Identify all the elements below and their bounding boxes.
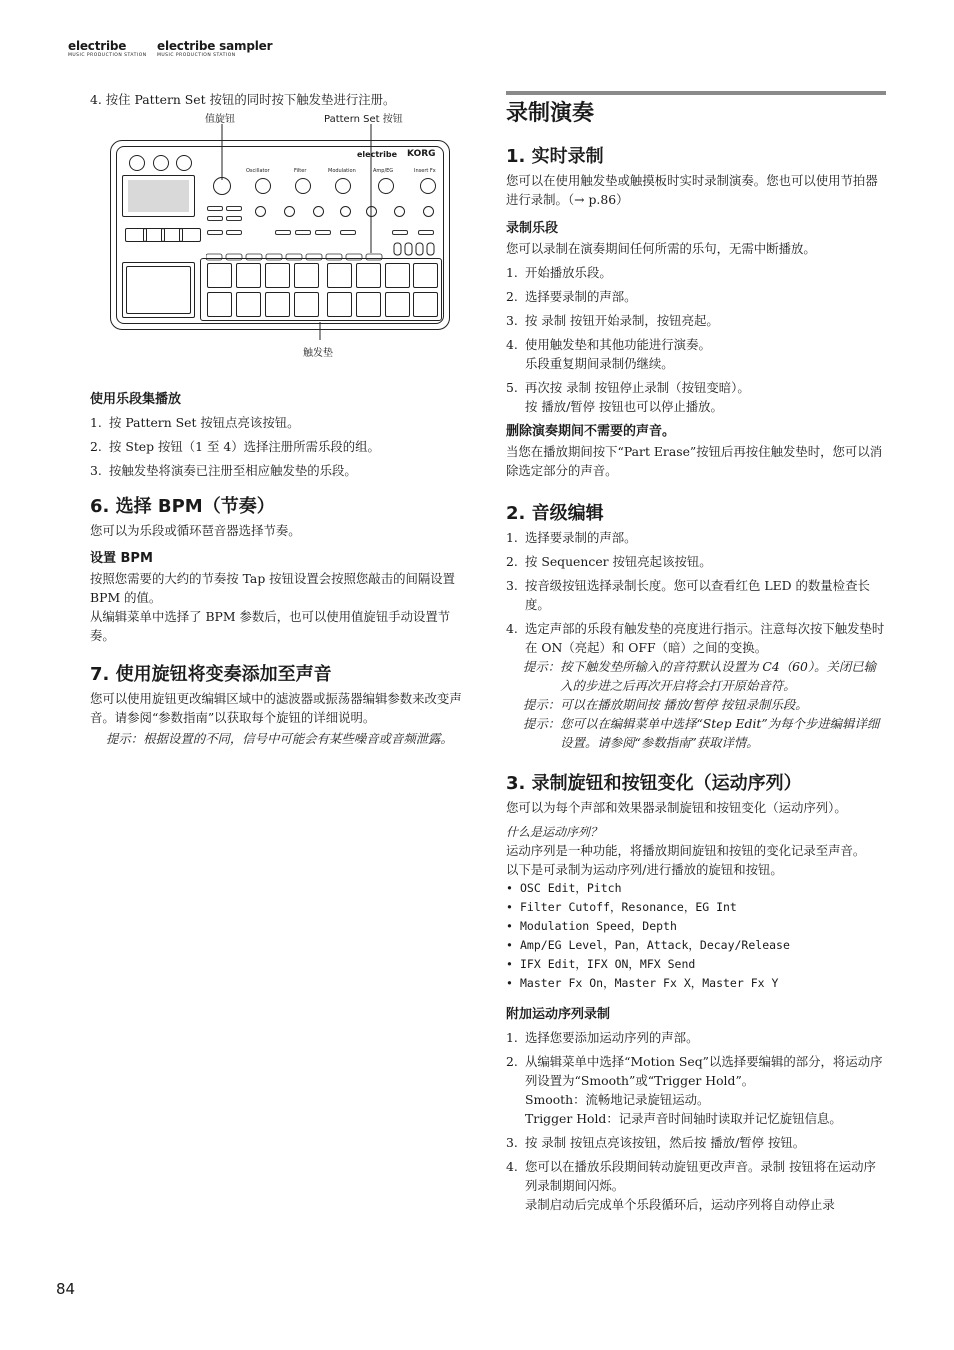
add-motion-steps <box>506 1028 886 1214</box>
list-item: 1. 选择要录制的声部。 <box>506 530 637 545</box>
small-button <box>207 230 223 235</box>
section-title: 6. 选择 BPM（节奏） <box>90 496 275 517</box>
list-item: • IFX Edit，IFX ON，MFX Send <box>506 957 696 971</box>
paragraph: 按照您需要的大约的节奏按 Tap 按钮设置会按照您敲击的间隔设置 BPM 的值。 <box>90 571 456 605</box>
page-number: 84 <box>56 1280 76 1298</box>
paragraph: 您可以使用旋钮更改编辑区域中的滤波器或振荡器编辑参数来改变声音。请参阅“参数指南”以获取每个旋钮的详细说明。 <box>90 691 462 725</box>
knob-icon <box>284 206 295 217</box>
list-item: 2. 按 Step 按钮（1 至 4）选择注册所需乐段的组。 <box>90 439 380 454</box>
tap-button-icon <box>179 228 201 242</box>
trigger-pad <box>207 263 232 288</box>
trigger-pad <box>207 292 232 317</box>
trigger-pad <box>294 292 319 317</box>
value-knob-label: 值旋钮 <box>205 114 235 125</box>
trigger-pad <box>265 292 290 317</box>
tip-text: 按下触发垫所输入的音符默认设置为 C4（60）。关闭已输入的步进之后再次开启将会打开原始音符。 <box>560 659 877 693</box>
small-button <box>295 230 311 235</box>
small-button <box>275 230 291 235</box>
section-title: 2. 音级编辑 <box>506 503 604 524</box>
small-button <box>226 206 242 211</box>
list-item: 1. 选择您要添加运动序列的声部。 <box>506 1030 699 1045</box>
motion-seq-list <box>506 879 886 993</box>
part-buttons-row <box>206 246 384 254</box>
trigger-pad <box>385 263 410 288</box>
knob-icon <box>129 155 145 171</box>
title-rule <box>506 91 886 95</box>
tip <box>506 657 886 695</box>
list-item: 3. 按音级按钮选择录制长度。您可以查看红色 LED 的数量检查长度。 <box>506 578 870 612</box>
section-intro: 您可以为乐段或循环琶音器选择节奏。 <box>90 523 301 538</box>
step-led-icon <box>393 241 438 255</box>
tip-label: 提示： <box>523 716 561 731</box>
knob-icon <box>255 178 271 194</box>
small-button <box>315 230 331 235</box>
trigger-pad <box>356 263 381 288</box>
question: 什么是运动序列？ <box>506 825 603 839</box>
section-2 <box>506 502 886 752</box>
tip <box>506 714 886 752</box>
section-title: 1. 实时录制 <box>506 146 604 167</box>
brand-name: electribe sampler <box>157 39 273 53</box>
trigger-pad <box>327 263 352 288</box>
subsection-title: 设置 BPM <box>90 551 153 566</box>
brand-subtitle: MUSIC PRODUCTION STATION <box>68 53 147 58</box>
pattern-set-label: Pattern Set 按钮 <box>324 114 403 125</box>
subsection-title: 使用乐段集播放 <box>90 392 182 407</box>
knob-icon <box>366 206 377 217</box>
brand-subtitle: MUSIC PRODUCTION STATION <box>157 53 236 58</box>
pattern-set-steps <box>90 413 472 480</box>
tip-text: 您可以在编辑菜单中选择“Step Edit”为每个步进编辑详细设置。请参阅“参数指南”获取详情。 <box>560 716 880 750</box>
knob-icon <box>255 206 266 217</box>
tip-text: 可以在播放期间按 播放/暂停 按钮录制乐段。 <box>560 697 808 712</box>
small-button <box>418 230 434 235</box>
display-screen <box>122 175 195 217</box>
trigger-pad <box>236 263 261 288</box>
paragraph: 运动序列是一种功能，将播放期间旋钮和按钮的变化记录至声音。 <box>506 843 866 858</box>
small-button <box>340 230 356 235</box>
device-section-label: Modulation <box>328 168 356 174</box>
section-3 <box>506 772 886 1219</box>
tip-label: 提示： <box>523 659 561 674</box>
knob-icon <box>340 206 351 217</box>
section-title: 3. 录制旋钮和按钮变化（运动序列） <box>506 773 802 794</box>
trigger-pad <box>294 263 319 288</box>
step-text: 按住 Pattern Set 按钮的同时按下触发垫进行注册。 <box>105 92 396 107</box>
pattern-set-play-section <box>90 384 472 485</box>
trigger-pad <box>385 292 410 317</box>
record-steps <box>506 263 886 416</box>
section-1 <box>506 145 886 480</box>
section-6 <box>90 495 472 645</box>
paragraph: 当您在播放期间按下“Part Erase”按钮后再按住触发垫时，您可以消除选定部分的声音。 <box>506 444 883 478</box>
trigger-pad <box>265 263 290 288</box>
brand-name: electribe <box>68 39 127 53</box>
list-item: 4. 您可以在播放乐段期间转动旋钮更改声音。录制 按钮将在运动序列录制期间闪烁。 录制启动后完成单个乐段循环后，运动序列将自动停止录 <box>506 1159 876 1212</box>
trigger-pad <box>356 292 381 317</box>
section-title: 7. 使用旋钮将变奏添加至声音 <box>90 664 332 685</box>
list-item: 3. 按 录制 按钮开始录制，按钮亮起。 <box>506 313 719 328</box>
page-title: 录制演奏 <box>506 101 595 126</box>
list-item: • Filter Cutoff，Resonance，EG Int <box>506 900 737 914</box>
small-button <box>392 230 408 235</box>
knob-icon <box>153 155 169 171</box>
device-section-label: Oscillator <box>246 168 270 174</box>
list-item: 3. 按 录制 按钮点亮该按钮，然后按 播放/暂停 按钮。 <box>506 1135 806 1150</box>
list-item: 4. 使用触发垫和其他功能进行演奏。 乐段重复期间录制仍继续。 <box>506 337 711 371</box>
trigger-pad <box>327 292 352 317</box>
tip-label: 提示： <box>106 731 144 746</box>
paragraph: 您可以录制在演奏期间任何所需的乐句，无需中断播放。 <box>506 241 816 256</box>
trigger-pad <box>413 263 438 288</box>
value-knob-icon <box>213 177 231 195</box>
section-7 <box>90 663 472 748</box>
knob-icon <box>335 178 351 194</box>
knob-icon <box>378 178 394 194</box>
list-item: • Amp/EG Level，Pan，Attack，Decay/Release <box>506 938 790 952</box>
list-item: 2. 选择要录制的声部。 <box>506 289 637 304</box>
subsection-title: 删除演奏期间不需要的声音。 <box>506 424 676 439</box>
pads-label: 触发垫 <box>303 348 333 359</box>
list-item: • Master Fx On，Master Fx X，Master Fx Y <box>506 976 779 990</box>
small-button <box>207 216 223 221</box>
knob-icon <box>394 206 405 217</box>
touch-pad <box>122 262 195 318</box>
device-section-label: Insert Fx <box>414 168 436 174</box>
knob-icon <box>176 155 192 171</box>
trigger-pad <box>236 292 261 317</box>
list-item: 3. 按触发垫将演奏已注册至相应触发垫的乐段。 <box>90 463 357 478</box>
list-item: 2. 从编辑菜单中选择“Motion Seq”以选择要编辑的部分，将运动序列设置为“Smooth”或“Trigger Hold”。 Smooth：流畅地记录旋钮运动。 Trigger Hold：记录声音时间轴时读取并记忆旋钮信息。 <box>506 1054 883 1126</box>
list-item: 1. 按 Pattern Set 按钮点亮该按钮。 <box>90 415 300 430</box>
small-button <box>207 206 223 211</box>
paragraph: 从编辑菜单中选择了 BPM 参数后，也可以使用值旋钮手动设置节奏。 <box>90 609 451 643</box>
list-item: 2. 按 Sequencer 按钮亮起该按钮。 <box>506 554 712 569</box>
section-intro: 您可以在使用触发垫或触摸板时实时录制演奏。您也可以使用节拍器进行录制。（→ p.86） <box>506 173 878 207</box>
tip <box>90 729 472 748</box>
list-item: 5. 再次按 录制 按钮停止录制（按钮变暗）。 按 播放/暂停 按钮也可以停止播放。 <box>506 380 750 414</box>
list-item: 1. 开始播放乐段。 <box>506 265 612 280</box>
small-button <box>226 216 242 221</box>
paragraph: 以下是可录制为运动序列/进行播放的旋钮和按钮。 <box>506 862 783 877</box>
list-item: 4. 选定声部的乐段有触发垫的亮度进行指示。注意每次按下触发垫时在 ON（亮起）和 OFF（暗）之间的变换。 <box>506 621 885 655</box>
device-brand: electribe <box>357 150 397 159</box>
step-number: 4. <box>90 92 102 107</box>
small-button <box>226 230 242 235</box>
knob-icon <box>295 178 311 194</box>
tip-label: 提示： <box>523 697 561 712</box>
tip-text: 根据设置的不同，信号中可能会有某些噪音或音频泄露。 <box>143 731 453 746</box>
device-section-label: Amp/EG <box>373 168 394 174</box>
device-korg-logo: KORG <box>407 149 436 159</box>
list-item: • Modulation Speed，Depth <box>506 919 677 933</box>
step-edit-steps <box>506 528 886 657</box>
tip <box>506 695 886 714</box>
knob-icon <box>313 206 324 217</box>
subsection-title: 录制乐段 <box>506 221 559 236</box>
subsection-title: 附加运动序列录制 <box>506 1007 611 1022</box>
trigger-pad <box>413 292 438 317</box>
list-item: • OSC Edit，Pitch <box>506 881 622 895</box>
device-section-label: Filter <box>294 168 307 174</box>
knob-icon <box>423 206 434 217</box>
section-intro: 您可以为每个声部和效果器录制旋钮和按钮变化（运动序列）。 <box>506 800 847 815</box>
knob-icon <box>420 178 436 194</box>
